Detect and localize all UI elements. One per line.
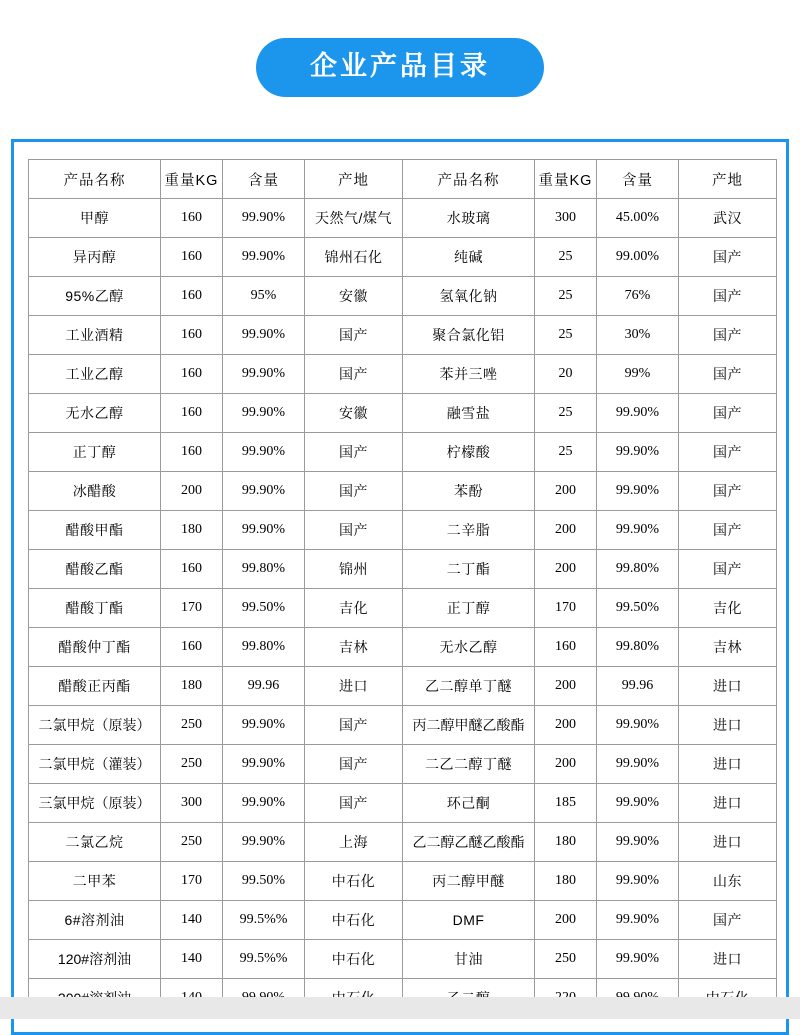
table-cell: 国产 xyxy=(305,433,403,472)
table-cell: 99.90% xyxy=(597,940,679,979)
table-row xyxy=(29,589,777,628)
table-cell: 氢氧化钠 xyxy=(403,277,535,316)
table-cell: 国产 xyxy=(679,550,777,589)
table-cell: 国产 xyxy=(679,433,777,472)
table-cell: 99.5%% xyxy=(223,940,305,979)
table-cell: 吉化 xyxy=(679,589,777,628)
table-cell: 180 xyxy=(535,862,597,901)
table-cell: 99.90% xyxy=(223,823,305,862)
table-row xyxy=(29,706,777,745)
table-cell: 170 xyxy=(161,589,223,628)
table-cell: 国产 xyxy=(679,277,777,316)
column-header: 产品名称 xyxy=(29,160,161,199)
table-row xyxy=(29,277,777,316)
table-cell: 99.90% xyxy=(597,901,679,940)
column-header: 产地 xyxy=(679,160,777,199)
page-title: 企业产品目录 xyxy=(256,38,544,97)
table-cell: 120#溶剂油 xyxy=(29,940,161,979)
table-cell: 25 xyxy=(535,316,597,355)
table-cell: 250 xyxy=(161,745,223,784)
table-cell: 99.50% xyxy=(223,589,305,628)
table-cell: 99.90% xyxy=(223,511,305,550)
table-cell: 工业乙醇 xyxy=(29,355,161,394)
table-cell: 99.80% xyxy=(223,628,305,667)
catalog-frame xyxy=(11,139,789,1035)
table-cell: 200 xyxy=(535,511,597,550)
table-cell: 柠檬酸 xyxy=(403,433,535,472)
table-header-row xyxy=(29,160,777,199)
table-cell: 国产 xyxy=(305,316,403,355)
table-cell: 185 xyxy=(535,784,597,823)
column-header: 重量KG xyxy=(161,160,223,199)
table-row xyxy=(29,550,777,589)
table-row xyxy=(29,433,777,472)
table-cell: 200 xyxy=(535,706,597,745)
table-cell: 进口 xyxy=(679,706,777,745)
table-cell: 进口 xyxy=(679,745,777,784)
table-cell: 45.00% xyxy=(597,199,679,238)
table-cell: 300 xyxy=(535,199,597,238)
table-cell: 99.80% xyxy=(597,628,679,667)
table-cell: 160 xyxy=(161,394,223,433)
table-cell: 纯碱 xyxy=(403,238,535,277)
table-cell: 160 xyxy=(161,238,223,277)
table-cell: 25 xyxy=(535,394,597,433)
table-cell: 160 xyxy=(161,433,223,472)
table-cell: 99.50% xyxy=(223,862,305,901)
column-header: 重量KG xyxy=(535,160,597,199)
table-cell: 250 xyxy=(161,823,223,862)
table-cell: 99.90% xyxy=(223,745,305,784)
table-cell: 中石化 xyxy=(305,901,403,940)
table-cell: 99.90% xyxy=(223,472,305,511)
table-cell: 99.80% xyxy=(223,550,305,589)
table-cell: 融雪盐 xyxy=(403,394,535,433)
column-header: 产地 xyxy=(305,160,403,199)
table-row xyxy=(29,667,777,706)
table-cell: 200 xyxy=(161,472,223,511)
table-cell: 国产 xyxy=(679,316,777,355)
table-row xyxy=(29,823,777,862)
table-cell: 200 xyxy=(535,901,597,940)
column-header: 含量 xyxy=(597,160,679,199)
table-cell: 进口 xyxy=(679,784,777,823)
table-cell: 180 xyxy=(161,511,223,550)
table-cell: 250 xyxy=(535,940,597,979)
table-cell: 进口 xyxy=(679,940,777,979)
table-cell: 锦州石化 xyxy=(305,238,403,277)
table-cell: 丙二醇甲醚 xyxy=(403,862,535,901)
table-cell: 国产 xyxy=(679,901,777,940)
table-cell: 160 xyxy=(161,355,223,394)
table-cell: 二辛脂 xyxy=(403,511,535,550)
table-cell: 250 xyxy=(161,706,223,745)
table-cell: 99.90% xyxy=(223,316,305,355)
table-cell: 99.50% xyxy=(597,589,679,628)
table-cell: 工业酒精 xyxy=(29,316,161,355)
table-cell: DMF xyxy=(403,901,535,940)
table-row xyxy=(29,355,777,394)
table-cell: 醋酸甲酯 xyxy=(29,511,161,550)
table-cell: 99.90% xyxy=(223,199,305,238)
product-table xyxy=(28,159,777,1018)
table-cell: 99.90% xyxy=(597,823,679,862)
table-cell: 天然气/煤气 xyxy=(305,199,403,238)
table-cell: 99.90% xyxy=(597,784,679,823)
table-cell: 异丙醇 xyxy=(29,238,161,277)
table-cell: 环己酮 xyxy=(403,784,535,823)
table-cell: 30% xyxy=(597,316,679,355)
column-header: 产品名称 xyxy=(403,160,535,199)
table-cell: 99.90% xyxy=(597,472,679,511)
table-cell: 无水乙醇 xyxy=(403,628,535,667)
table-cell: 吉林 xyxy=(305,628,403,667)
table-cell: 99% xyxy=(597,355,679,394)
table-cell: 进口 xyxy=(679,667,777,706)
table-cell: 国产 xyxy=(679,472,777,511)
table-cell: 160 xyxy=(161,316,223,355)
table-cell: 苯并三唑 xyxy=(403,355,535,394)
table-cell: 醋酸仲丁酯 xyxy=(29,628,161,667)
table-cell: 无水乙醇 xyxy=(29,394,161,433)
table-cell: 99.90% xyxy=(597,394,679,433)
table-cell: 二甲苯 xyxy=(29,862,161,901)
table-cell: 上海 xyxy=(305,823,403,862)
table-cell: 25 xyxy=(535,277,597,316)
table-cell: 200 xyxy=(535,667,597,706)
table-cell: 国产 xyxy=(679,238,777,277)
table-row xyxy=(29,199,777,238)
table-cell: 水玻璃 xyxy=(403,199,535,238)
table-cell: 99.90% xyxy=(597,745,679,784)
table-cell: 170 xyxy=(161,862,223,901)
table-cell: 99.96 xyxy=(597,667,679,706)
table-cell: 国产 xyxy=(305,355,403,394)
table-cell: 20 xyxy=(535,355,597,394)
table-row xyxy=(29,940,777,979)
table-cell: 200 xyxy=(535,550,597,589)
table-cell: 甲醇 xyxy=(29,199,161,238)
table-cell: 国产 xyxy=(305,784,403,823)
table-row xyxy=(29,628,777,667)
table-cell: 99.90% xyxy=(223,355,305,394)
table-cell: 25 xyxy=(535,238,597,277)
table-row xyxy=(29,238,777,277)
table-cell: 中石化 xyxy=(305,862,403,901)
table-cell: 二氯甲烷（灌装） xyxy=(29,745,161,784)
table-cell: 200 xyxy=(535,745,597,784)
table-cell: 160 xyxy=(535,628,597,667)
table-cell: 99.90% xyxy=(223,433,305,472)
table-cell: 锦州 xyxy=(305,550,403,589)
table-row xyxy=(29,745,777,784)
table-row xyxy=(29,862,777,901)
table-cell: 99.90% xyxy=(223,394,305,433)
table-cell: 二乙二醇丁醚 xyxy=(403,745,535,784)
table-cell: 99.00% xyxy=(597,238,679,277)
table-row xyxy=(29,316,777,355)
table-cell: 醋酸乙酯 xyxy=(29,550,161,589)
table-cell: 160 xyxy=(161,550,223,589)
table-cell: 二氯甲烷（原装） xyxy=(29,706,161,745)
table-cell: 99.90% xyxy=(223,238,305,277)
table-cell: 醋酸丁酯 xyxy=(29,589,161,628)
table-cell: 99.90% xyxy=(223,706,305,745)
table-cell: 三氯甲烷（原装） xyxy=(29,784,161,823)
table-cell: 76% xyxy=(597,277,679,316)
table-cell: 进口 xyxy=(679,823,777,862)
table-row xyxy=(29,472,777,511)
column-header: 含量 xyxy=(223,160,305,199)
table-cell: 正丁醇 xyxy=(403,589,535,628)
table-cell: 99.80% xyxy=(597,550,679,589)
table-cell: 武汉 xyxy=(679,199,777,238)
table-cell: 国产 xyxy=(305,745,403,784)
table-cell: 180 xyxy=(535,823,597,862)
table-cell: 160 xyxy=(161,277,223,316)
table-cell: 国产 xyxy=(305,472,403,511)
table-cell: 140 xyxy=(161,901,223,940)
table-cell: 99.90% xyxy=(597,433,679,472)
table-cell: 冰醋酸 xyxy=(29,472,161,511)
table-cell: 200 xyxy=(535,472,597,511)
table-cell: 正丁醇 xyxy=(29,433,161,472)
table-cell: 300 xyxy=(161,784,223,823)
table-cell: 安徽 xyxy=(305,394,403,433)
table-cell: 国产 xyxy=(305,511,403,550)
table-cell: 140 xyxy=(161,940,223,979)
table-cell: 中石化 xyxy=(305,940,403,979)
table-cell: 99.96 xyxy=(223,667,305,706)
table-cell: 国产 xyxy=(679,355,777,394)
title-banner xyxy=(0,38,800,97)
table-cell: 95%乙醇 xyxy=(29,277,161,316)
table-cell: 二氯乙烷 xyxy=(29,823,161,862)
table-cell: 苯酚 xyxy=(403,472,535,511)
bottom-bar xyxy=(0,997,800,1019)
table-cell: 国产 xyxy=(305,706,403,745)
table-cell: 甘油 xyxy=(403,940,535,979)
table-cell: 国产 xyxy=(679,394,777,433)
table-row xyxy=(29,901,777,940)
table-cell: 6#溶剂油 xyxy=(29,901,161,940)
table-cell: 安徽 xyxy=(305,277,403,316)
table-cell: 99.90% xyxy=(223,784,305,823)
table-cell: 160 xyxy=(161,628,223,667)
table-cell: 醋酸正丙酯 xyxy=(29,667,161,706)
table-cell: 聚合氯化铝 xyxy=(403,316,535,355)
table-cell: 99.90% xyxy=(597,706,679,745)
table-cell: 95% xyxy=(223,277,305,316)
table-cell: 乙二醇乙醚乙酸酯 xyxy=(403,823,535,862)
table-cell: 99.90% xyxy=(597,862,679,901)
table-cell: 99.90% xyxy=(597,511,679,550)
table-cell: 进口 xyxy=(305,667,403,706)
table-row xyxy=(29,511,777,550)
table-cell: 160 xyxy=(161,199,223,238)
table-cell: 170 xyxy=(535,589,597,628)
table-cell: 吉化 xyxy=(305,589,403,628)
table-cell: 99.5%% xyxy=(223,901,305,940)
table-row xyxy=(29,394,777,433)
table-cell: 二丁酯 xyxy=(403,550,535,589)
table-cell: 丙二醇甲醚乙酸酯 xyxy=(403,706,535,745)
table-cell: 180 xyxy=(161,667,223,706)
table-cell: 25 xyxy=(535,433,597,472)
table-cell: 乙二醇单丁醚 xyxy=(403,667,535,706)
table-cell: 国产 xyxy=(679,511,777,550)
table-row xyxy=(29,784,777,823)
table-cell: 山东 xyxy=(679,862,777,901)
table-cell: 吉林 xyxy=(679,628,777,667)
